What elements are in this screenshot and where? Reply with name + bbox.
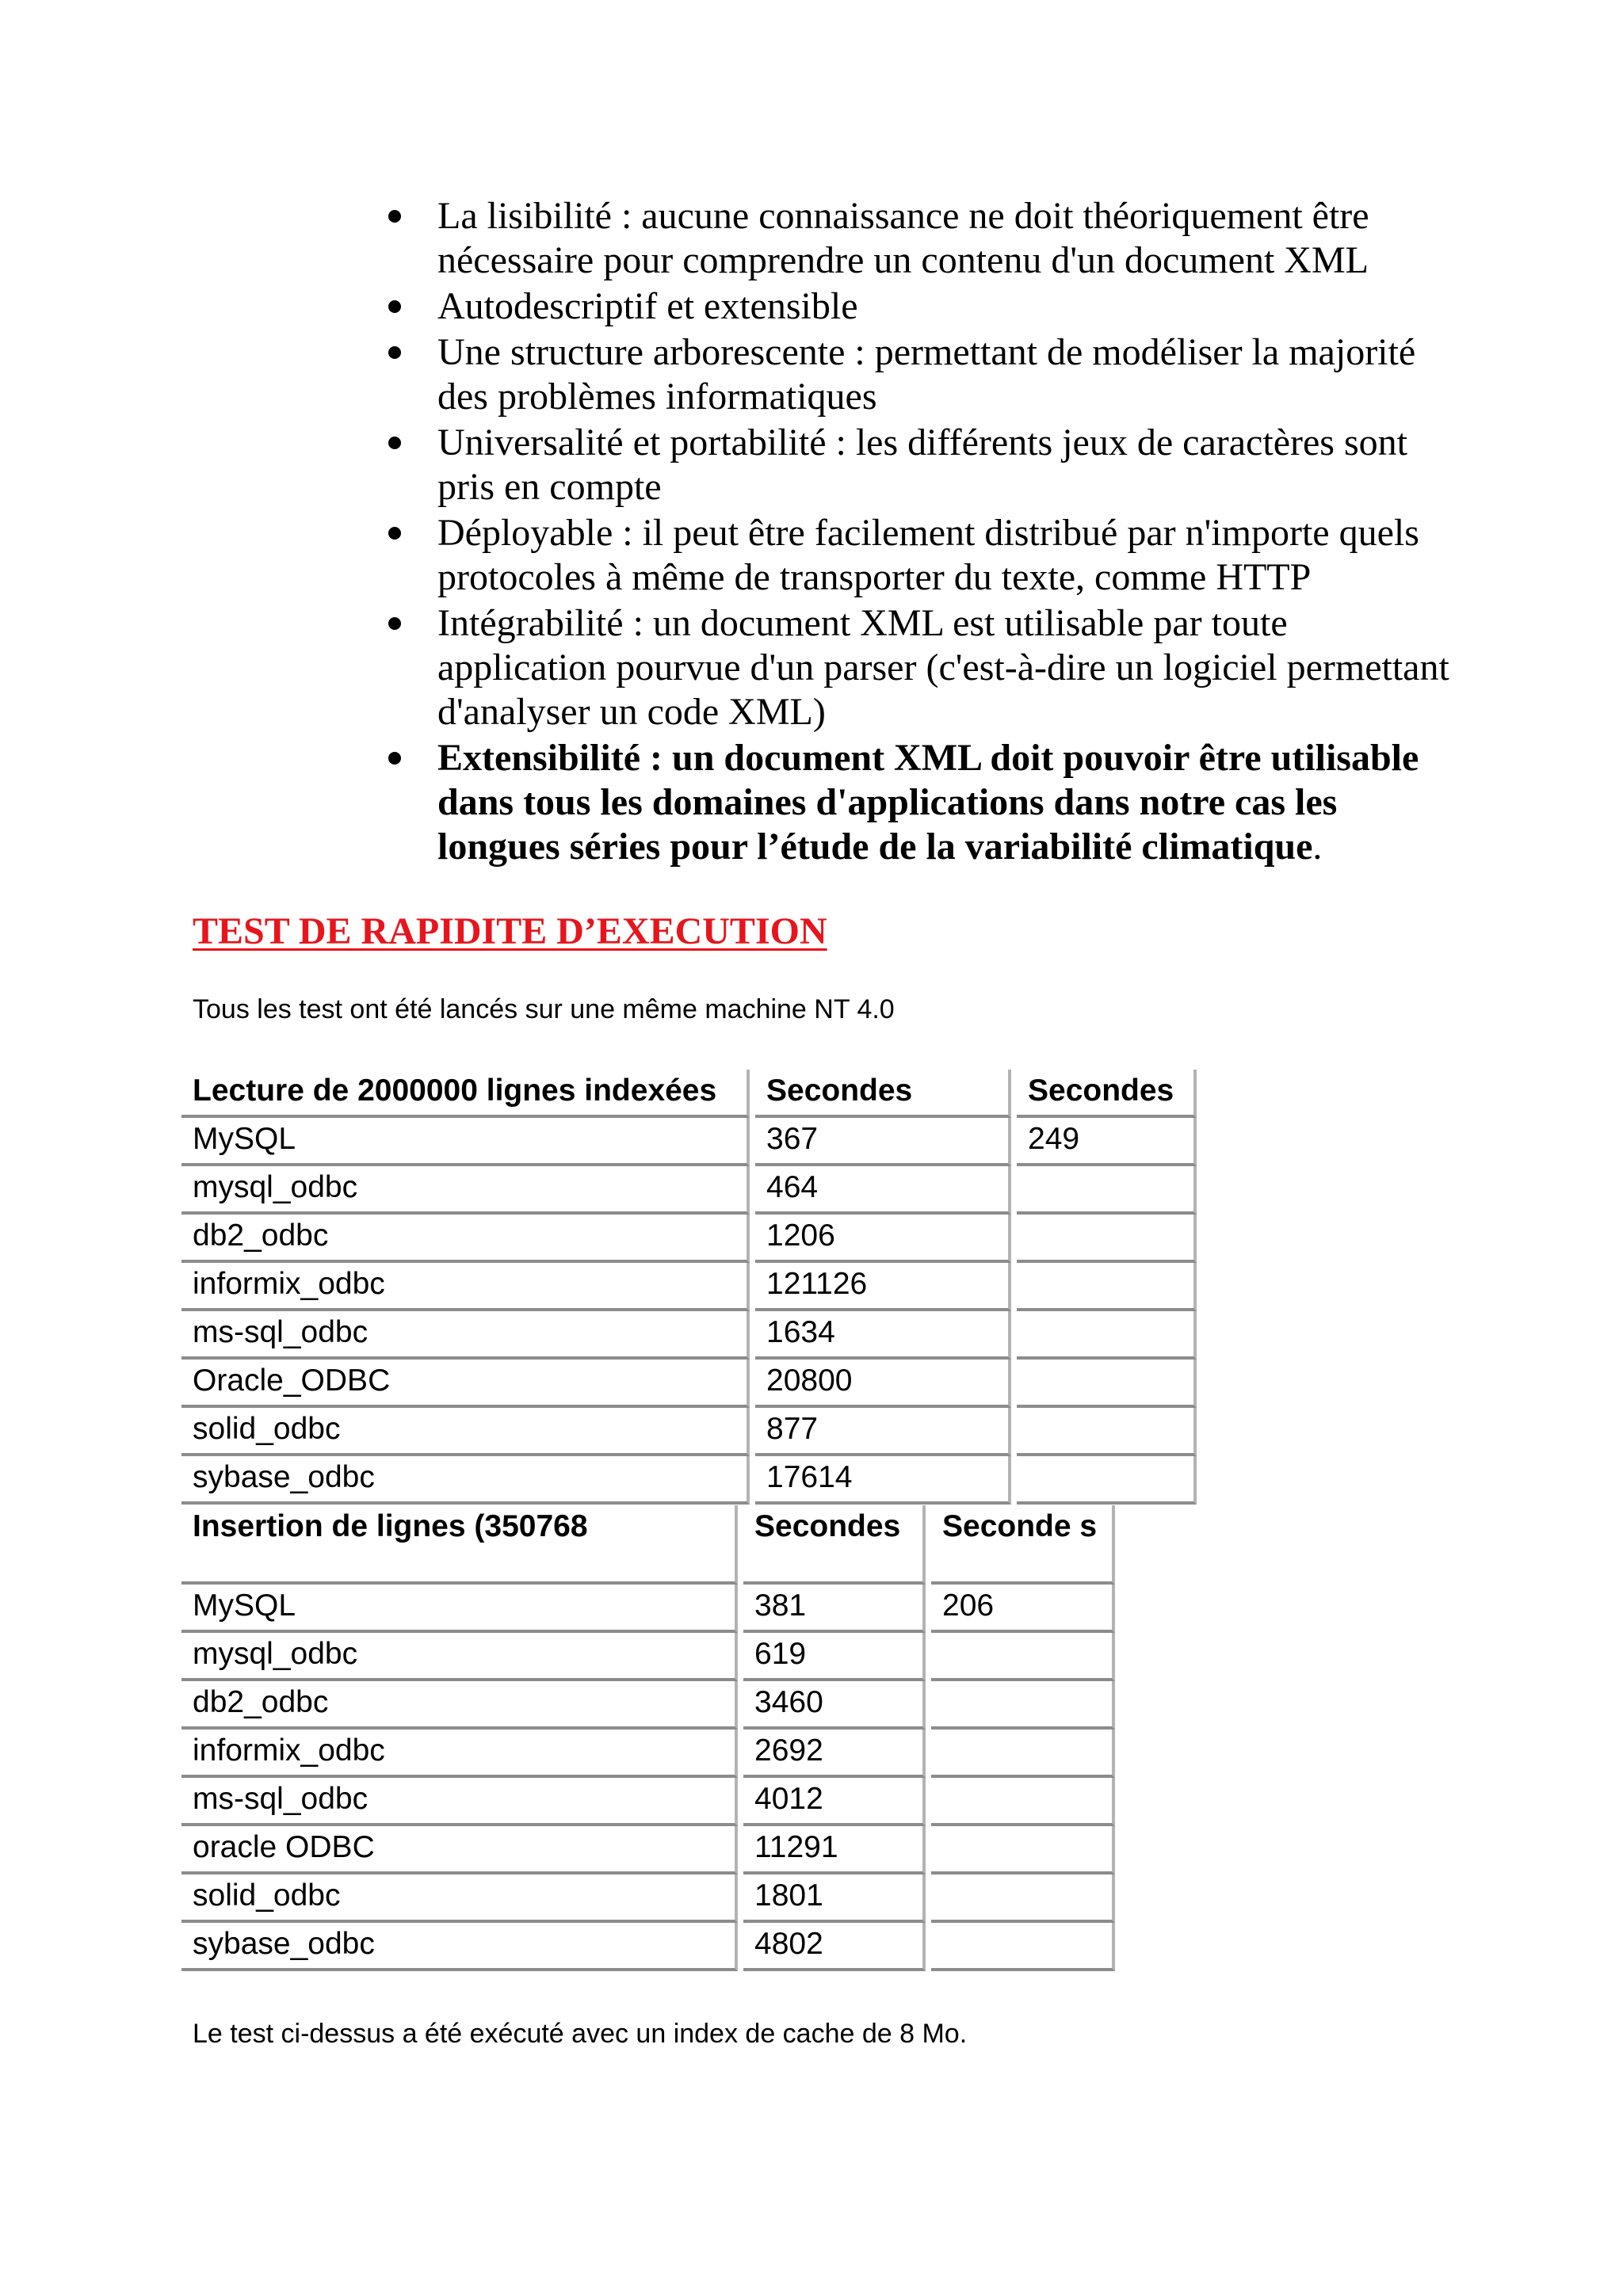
- table-cell: [1017, 1408, 1197, 1456]
- bullet-icon: [388, 437, 401, 449]
- table-cell: MySQL: [181, 1118, 750, 1166]
- table-row: [181, 1360, 1197, 1408]
- table-cell: sybase_odbc: [181, 1456, 750, 1505]
- list-item: Déployable : il peut être facilement distribué par n'importe quels protocoles à même de transporter du texte, comme HTTP: [388, 511, 1450, 600]
- table-cell: [931, 1778, 1115, 1826]
- bullet-icon: [388, 527, 401, 540]
- table-cell: 1206: [755, 1215, 1011, 1263]
- table-row: [181, 1456, 1197, 1505]
- table-cell: 4802: [743, 1923, 926, 1971]
- table-cell: 619: [743, 1633, 926, 1681]
- table-cell: 1801: [743, 1875, 926, 1923]
- table-cell: ms-sql_odbc: [181, 1778, 738, 1826]
- table-cell: [931, 1730, 1115, 1778]
- table-row: [181, 1585, 1115, 1633]
- table-cell: MySQL: [181, 1585, 738, 1633]
- table-cell: db2_odbc: [181, 1215, 750, 1263]
- list-item: La lisibilité : aucune connaissance ne doit théoriquement être nécessaire pour comprendre un contenu d'un document XML: [388, 194, 1450, 283]
- list-item-emphasized: Extensibilité : un document XML doit pouvoir être utilisable dans tous les domaines d'applications dans notre cas les longues séries pour l’étude de la variabilité climatique.: [388, 736, 1450, 869]
- bullet-icon: [388, 617, 401, 630]
- table-header-cell: Seconde s: [931, 1505, 1115, 1585]
- table-cell: mysql_odbc: [181, 1633, 738, 1681]
- table-row: [181, 1923, 1115, 1971]
- table-cell: 3460: [743, 1681, 926, 1730]
- table-row: [181, 1778, 1115, 1826]
- table-cell: [931, 1923, 1115, 1971]
- table-header-row: [181, 1505, 1115, 1585]
- table-header-cell: Insertion de lignes (350768: [181, 1505, 738, 1585]
- section-heading: TEST DE RAPIDITE D’EXECUTION: [193, 910, 827, 952]
- table-cell: [1017, 1456, 1197, 1505]
- table-cell: [931, 1633, 1115, 1681]
- table-row: [181, 1215, 1197, 1263]
- table-cell: db2_odbc: [181, 1681, 738, 1730]
- table-cell: 464: [755, 1166, 1011, 1215]
- feature-list: [388, 194, 1450, 871]
- table-cell: Oracle_ODBC: [181, 1360, 750, 1408]
- table-cell: 877: [755, 1408, 1011, 1456]
- table-cell: [1017, 1263, 1197, 1311]
- table-cell: solid_odbc: [181, 1408, 750, 1456]
- list-item: Autodescriptif et extensible: [388, 284, 1450, 329]
- table-header-cell: Lecture de 2000000 lignes indexées: [181, 1070, 750, 1118]
- table-cell: [1017, 1311, 1197, 1360]
- table-cell: solid_odbc: [181, 1875, 738, 1923]
- table-cell: sybase_odbc: [181, 1923, 738, 1971]
- table-row: [181, 1118, 1197, 1166]
- table-row: [181, 1730, 1115, 1778]
- table-row: [181, 1875, 1115, 1923]
- table-cell: oracle ODBC: [181, 1826, 738, 1875]
- table-cell: 121126: [755, 1263, 1011, 1311]
- table-cell: 381: [743, 1585, 926, 1633]
- table-cell: 206: [931, 1585, 1115, 1633]
- bullet-icon: [388, 752, 401, 765]
- table-cell: [1017, 1360, 1197, 1408]
- read-benchmark-table: [176, 1070, 1202, 1505]
- list-item: Intégrabilité : un document XML est utilisable par toute application pourvue d'un parser (c'est-à-dire un logiciel permettant d'analyser un code XML): [388, 601, 1450, 734]
- footnote-text: Le test ci-dessus a été exécuté avec un index de cache de 8 Mo.: [193, 2019, 968, 2049]
- table-cell: informix_odbc: [181, 1730, 738, 1778]
- bullet-icon: [388, 300, 401, 313]
- table-cell: 17614: [755, 1456, 1011, 1505]
- list-item: Une structure arborescente : permettant de modéliser la majorité des problèmes informatiques: [388, 330, 1450, 419]
- table-cell: ms-sql_odbc: [181, 1311, 750, 1360]
- table-cell: 249: [1017, 1118, 1197, 1166]
- bullet-icon: [388, 346, 401, 359]
- table-header-row: [181, 1070, 1197, 1118]
- table-row: [181, 1166, 1197, 1215]
- table-cell: [1017, 1215, 1197, 1263]
- table-header-cell: Secondes: [755, 1070, 1011, 1118]
- table-row: [181, 1263, 1197, 1311]
- table-cell: [1017, 1166, 1197, 1215]
- table-cell: 1634: [755, 1311, 1011, 1360]
- table-row: [181, 1408, 1197, 1456]
- table-header-cell: Secondes: [1017, 1070, 1197, 1118]
- table-row: [181, 1311, 1197, 1360]
- table-cell: 367: [755, 1118, 1011, 1166]
- insert-benchmark-table: [176, 1505, 1121, 1971]
- list-item: Universalité et portabilité : les différents jeux de caractères sont pris en compte: [388, 421, 1450, 509]
- table-cell: [931, 1681, 1115, 1730]
- table-row: [181, 1633, 1115, 1681]
- table-cell: [931, 1875, 1115, 1923]
- bullet-icon: [388, 210, 401, 223]
- table-cell: 2692: [743, 1730, 926, 1778]
- table-header-cell: Secondes: [743, 1505, 926, 1585]
- table-cell: [931, 1826, 1115, 1875]
- table-cell: informix_odbc: [181, 1263, 750, 1311]
- table-cell: 20800: [755, 1360, 1011, 1408]
- table-row: [181, 1826, 1115, 1875]
- table-cell: 11291: [743, 1826, 926, 1875]
- table-cell: 4012: [743, 1778, 926, 1826]
- intro-text: Tous les test ont été lancés sur une même machine NT 4.0: [193, 994, 895, 1024]
- table-row: [181, 1681, 1115, 1730]
- table-cell: mysql_odbc: [181, 1166, 750, 1215]
